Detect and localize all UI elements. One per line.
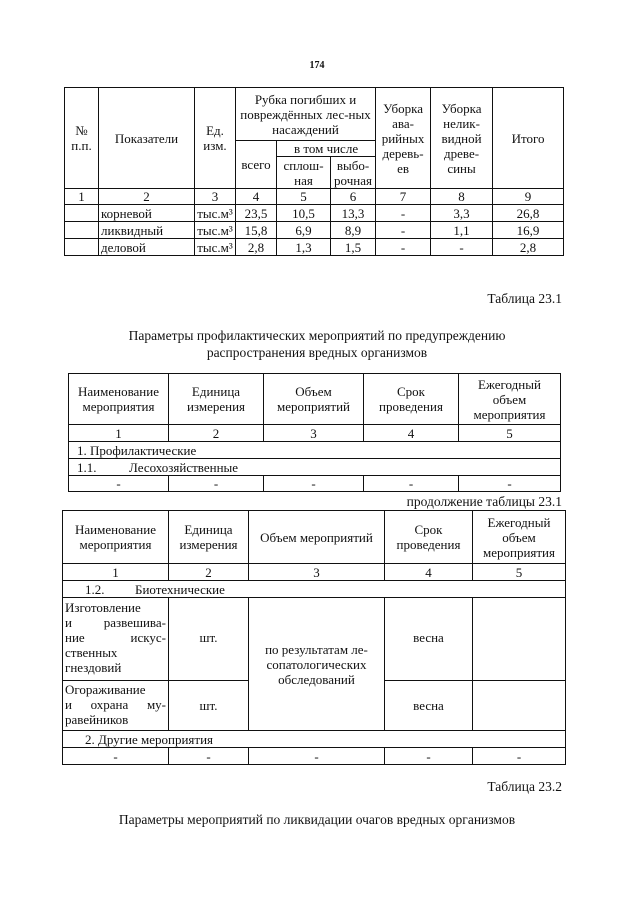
subsection-label: Биотехнические	[135, 581, 225, 597]
col-num: 3	[264, 425, 364, 442]
row-name: корневой	[99, 205, 195, 222]
row-unit: тыс.м³	[195, 239, 236, 256]
header-unit: Единица измерения	[169, 374, 264, 425]
header-annual: Ежегодный объем мероприятия	[473, 511, 566, 564]
table-title-23-1	[0, 327, 634, 361]
col-num: 2	[99, 189, 195, 205]
header-num: № п.п.	[65, 88, 99, 189]
col-num: 1	[69, 425, 169, 442]
col-num: 3	[195, 189, 236, 205]
page-number: 174	[309, 60, 325, 71]
preventive-measures-table-continued	[62, 510, 566, 765]
volume-by-survey: по результатам ле- сопатологических обследований	[249, 598, 385, 731]
col-num: 2	[169, 564, 249, 581]
table-caption-23-2: Таблица 23.2	[487, 779, 562, 794]
table-row: корневой тыс.м³ 23,5 10,5 13,3 - 3,3 26,8	[65, 205, 564, 222]
row-name: Изготовление и развешива- ние искус- ственных гнездовий	[63, 598, 169, 681]
table-row: - - - - -	[63, 748, 566, 765]
row-term: весна	[385, 681, 473, 731]
row-unit: шт.	[169, 598, 249, 681]
row-unit: тыс.м³	[195, 205, 236, 222]
column-number-row	[69, 425, 561, 442]
header-term: Срок проведения	[364, 374, 459, 425]
col-num: 5	[459, 425, 561, 442]
row-unit: тыс.м³	[195, 222, 236, 239]
section-preventive: 1. Профилактические	[69, 442, 561, 459]
col-num: 1	[65, 189, 99, 205]
row-name: ликвидный	[99, 222, 195, 239]
header-clear: сплош-ная	[277, 157, 331, 189]
col-num: 1	[63, 564, 169, 581]
col-num: 8	[431, 189, 493, 205]
row-name: деловой	[99, 239, 195, 256]
title-line: Параметры профилактических мероприятий по предупреждению	[128, 328, 506, 343]
header-unit: Единица измерения	[169, 511, 249, 564]
row-name: Огораживание и охрана му- равейников	[63, 681, 169, 731]
header-indicators: Показатели	[99, 88, 195, 189]
row-annual	[473, 681, 566, 731]
header-felling: Рубка погибших и повреждённых лес-ных насаждений	[236, 88, 376, 141]
header-name: Наименование мероприятия	[63, 511, 169, 564]
subsection-label: Лесохозяйственные	[129, 459, 239, 475]
header-annual: Ежегодный объем мероприятия	[459, 374, 561, 425]
header-unit: Ед. изм.	[195, 88, 236, 189]
header-illiquid: Уборка нелик-видной древе-сины	[431, 88, 493, 189]
row-unit: шт.	[169, 681, 249, 731]
col-num: 4	[385, 564, 473, 581]
col-num: 6	[331, 189, 376, 205]
col-num: 5	[473, 564, 566, 581]
col-num: 7	[376, 189, 431, 205]
header-total: всего	[236, 141, 277, 189]
col-num: 2	[169, 425, 264, 442]
table-caption-23-1: Таблица 23.1	[487, 291, 562, 306]
table-title-23-2: Параметры мероприятий по ликвидации очагов вредных организмов	[118, 812, 516, 827]
title-line: распространения вредных организмов	[206, 345, 428, 360]
subsection-number: 1.1.	[77, 459, 97, 475]
continuation-label: продолжение таблицы 23.1	[406, 494, 562, 509]
row-annual	[473, 598, 566, 681]
col-num: 9	[493, 189, 564, 205]
preventive-measures-table	[68, 373, 561, 492]
table-row: ликвидный тыс.м³ 15,8 6,9 8,9 - 1,1 16,9	[65, 222, 564, 239]
header-name: Наименование мероприятия	[69, 374, 169, 425]
header-volume: Объем мероприятий	[249, 511, 385, 564]
table-row: деловой тыс.м³ 2,8 1,3 1,5 - - 2,8	[65, 239, 564, 256]
felling-volume-table	[64, 87, 564, 256]
column-number-row	[63, 564, 566, 581]
column-number-row	[65, 189, 564, 205]
section-other: 2. Другие мероприятия	[63, 731, 566, 748]
subsection-number: 1.2.	[85, 581, 105, 597]
header-emergency: Уборка ава-рийных деревь-ев	[376, 88, 431, 189]
header-selective: выбо-рочная	[331, 157, 376, 189]
col-num: 5	[277, 189, 331, 205]
table-row: - - - - -	[69, 476, 561, 492]
table-row	[63, 598, 566, 681]
header-including: в том числе	[277, 141, 376, 157]
header-sum: Итого	[493, 88, 564, 189]
col-num: 3	[249, 564, 385, 581]
subsection-biotechnical	[63, 581, 566, 598]
header-volume: Объем мероприятий	[264, 374, 364, 425]
subsection-forestry	[69, 459, 561, 476]
col-num: 4	[364, 425, 459, 442]
row-term: весна	[385, 598, 473, 681]
col-num: 4	[236, 189, 277, 205]
header-term: Срок проведения	[385, 511, 473, 564]
